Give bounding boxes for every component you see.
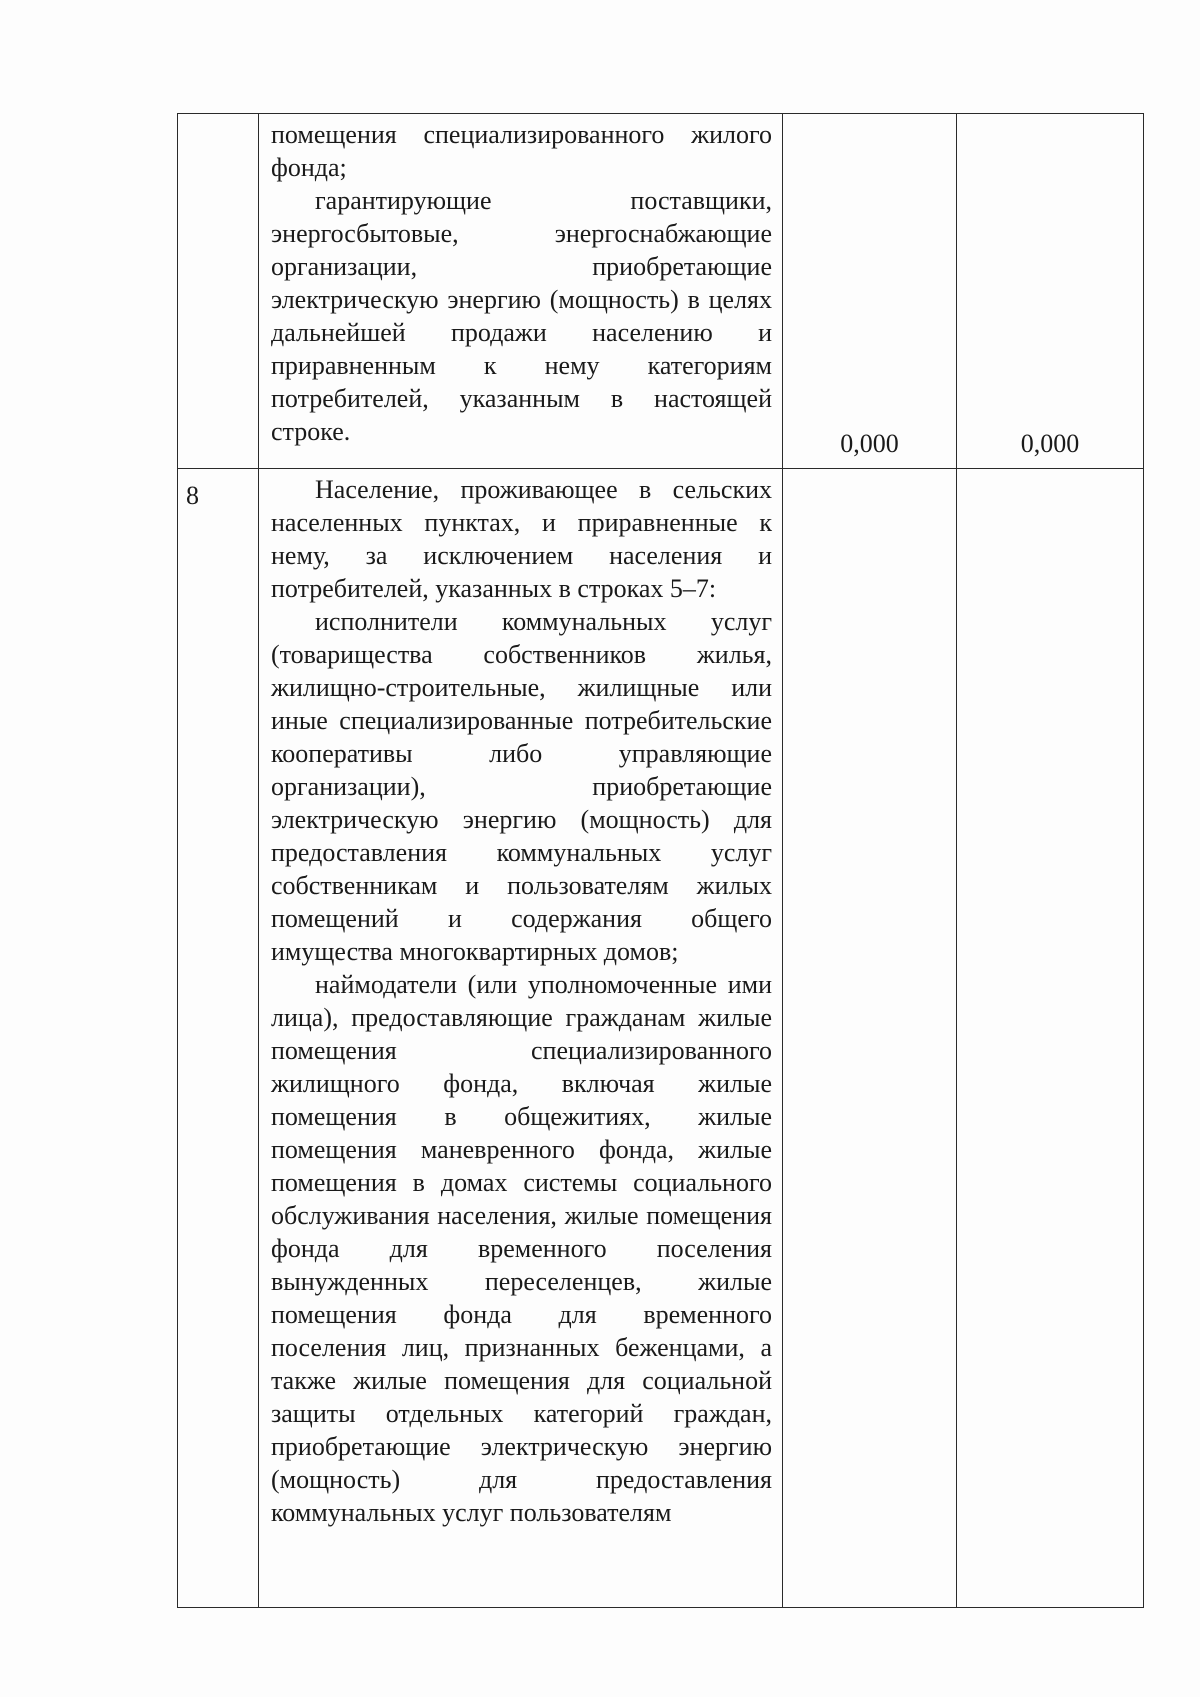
table-row <box>178 114 1144 469</box>
value-2: 0,000 <box>1020 429 1080 458</box>
paragraph: гарантирующие поставщики, энергосбытовые, энергоснабжающие организации, приобретающие электрическую энергию (мощность) в целях дальнейшей продажи населению и приравненным к нему категориям потребителей, указанным в настоящей строке. <box>271 186 772 446</box>
paragraph: помещения специализированного жилого фонда; <box>271 120 772 182</box>
paragraph: наймодатели (или уполномоченные ими лица), предоставляющие гражданам жилые помещения специализированного жилищного фонда, включая жилые помещения в общежитиях, жилые помещения маневренного фонда, жилые помещения в домах системы социального обслуживания населения, жилые помещения фонда для временного поселения вынужденных переселенцев, жилые помещения фонда для временного поселения лиц, признанных беженцами, а также жилые помещения для социальной защиты отдельных категорий граждан, приобретающие электрическую энергию (мощность) для предоставления коммунальных услуг пользователям <box>271 970 772 1527</box>
value-cell-1 <box>783 114 957 469</box>
value-cell-1 <box>783 469 957 1608</box>
tariff-table <box>177 113 1144 1608</box>
value-cell-2 <box>957 114 1144 469</box>
row-description <box>259 469 783 1608</box>
paragraph: исполнители коммунальных услуг (товарищества собственников жилья, жилищно-строительные, жилищные или иные специализированные потребительские кооперативы либо управляющие организации), приобретающие электрическую энергию (мощность) для предоставления коммунальных услуг собственникам и пользователям жилых помещений и содержания общего имущества многоквартирных домов; <box>271 607 772 966</box>
value-cell-2 <box>957 469 1144 1608</box>
table-row <box>178 469 1144 1608</box>
row-description <box>259 114 783 469</box>
value-1: 0,000 <box>840 429 899 458</box>
paragraph: Население, проживающее в сельских населенных пунктах, и приравненные к нему, за исключением населения и потребителей, указанных в строках 5–7: <box>271 475 772 603</box>
row-number: 8 <box>178 469 259 1608</box>
row-number <box>178 114 259 469</box>
